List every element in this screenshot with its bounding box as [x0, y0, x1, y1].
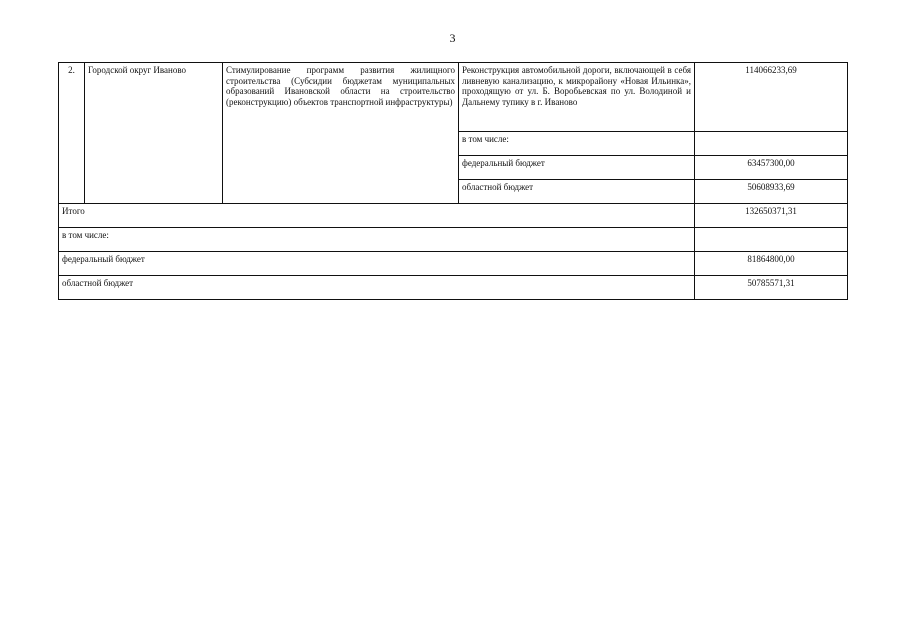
- total-row: [59, 204, 848, 228]
- total-label: Итого: [59, 204, 695, 228]
- table-row: [59, 63, 848, 132]
- row-federal-amount: 63457300,00: [695, 156, 848, 180]
- row-including-label: в том числе:: [459, 132, 695, 156]
- row-regional-amount: 50608933,69: [695, 180, 848, 204]
- program-cell: Стимулирование программ развития жилищного строительства (Субсидии бюджетам муниципальных образований Ивановской области на строительство (реконструкцию) объектов транспортной инфраструктуры): [223, 63, 459, 204]
- total-including-label: в том числе:: [59, 228, 695, 252]
- object-cell: Реконструкция автомобильной дороги, включающей в себя ливневую канализацию, к микрорайону «Новая Ильинка», проходящую от ул. Б. Воробьевская по ул. Володиной и Дальнему тупику в г. Иваново: [459, 63, 695, 132]
- row-including-amount: [695, 132, 848, 156]
- funding-table: [58, 62, 848, 300]
- row-regional-label: областной бюджет: [459, 180, 695, 204]
- total-row: [59, 276, 848, 300]
- total-including-amount: [695, 228, 848, 252]
- row-number: 2.: [59, 63, 85, 204]
- total-federal-label: федеральный бюджет: [59, 252, 695, 276]
- total-row: [59, 252, 848, 276]
- object-amount: 114066233,69: [695, 63, 848, 132]
- page-number: 3: [449, 31, 456, 45]
- row-federal-label: федеральный бюджет: [459, 156, 695, 180]
- municipality-cell: Городской округ Иваново: [85, 63, 223, 204]
- total-regional-label: областной бюджет: [59, 276, 695, 300]
- total-regional-amount: 50785571,31: [695, 276, 848, 300]
- total-row: [59, 228, 848, 252]
- total-federal-amount: 81864800,00: [695, 252, 848, 276]
- total-amount: 132650371,31: [695, 204, 848, 228]
